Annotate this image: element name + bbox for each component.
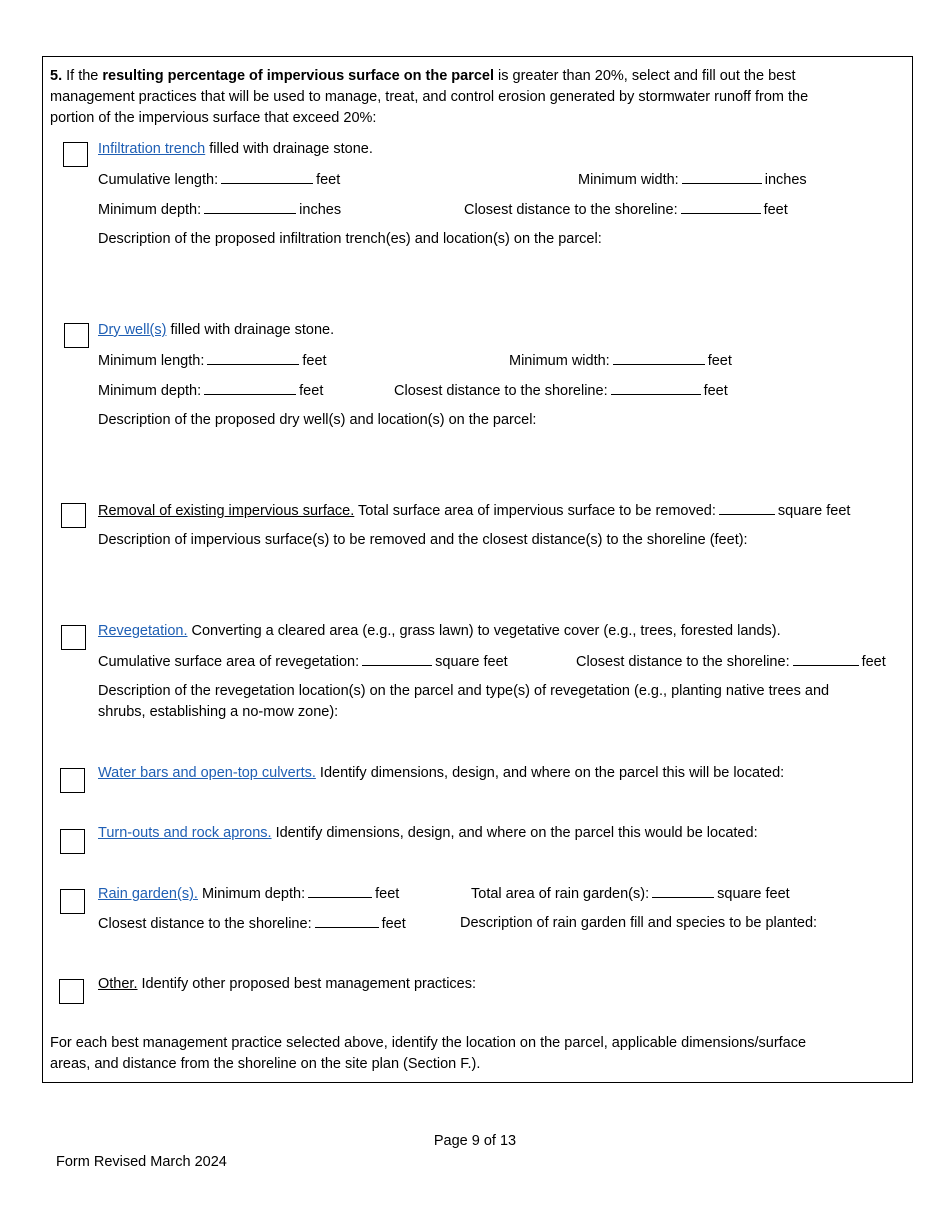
trench-cum-length-field[interactable] — [221, 170, 313, 184]
water-bars-checkbox[interactable] — [60, 768, 85, 793]
infiltration-trench-checkbox[interactable] — [63, 142, 88, 167]
drywell-min-length-field[interactable] — [207, 351, 299, 365]
trench-description-label: Description of the proposed infiltration trench(es) and location(s) on the parcel: — [98, 231, 602, 247]
reveg-area — [98, 652, 508, 671]
reveg-area-field[interactable] — [362, 652, 432, 666]
removal-area-field[interactable] — [719, 501, 775, 515]
rain-garden-depth-field[interactable] — [308, 884, 372, 898]
revegetation-title — [98, 622, 781, 640]
rain-garden-checkbox[interactable] — [60, 889, 85, 914]
turn-outs-link[interactable]: Turn-outs and rock aprons. — [98, 825, 272, 841]
trench-cum-length-unit: feet — [316, 172, 341, 188]
reveg-closest-unit: feet — [861, 654, 886, 670]
rain-garden-closest-field[interactable] — [315, 914, 379, 928]
infiltration-trench-text: filled with drainage stone. — [205, 141, 373, 157]
water-bars-link[interactable]: Water bars and open-top culverts. — [98, 765, 316, 781]
footer-note-line-2: areas, and distance from the shoreline on the site plan (Section F.). — [50, 1056, 481, 1072]
trench-closest-distance — [464, 200, 788, 219]
drywell-min-width-label: Minimum width: — [509, 353, 610, 369]
drywell-minimum-length — [98, 351, 327, 370]
trench-cumulative-length — [98, 170, 340, 189]
other-title — [98, 975, 476, 993]
rain-garden-area-field[interactable] — [652, 884, 714, 898]
removal-impervious-checkbox[interactable] — [61, 503, 86, 528]
dry-well-checkbox[interactable] — [64, 323, 89, 348]
intro-bold-text: resulting percentage of impervious surface on the parcel — [102, 68, 495, 84]
rain-garden-description-label: Description of rain garden fill and species to be planted: — [460, 915, 818, 931]
trench-min-depth-label: Minimum depth: — [98, 202, 202, 218]
rain-garden-title — [98, 884, 399, 903]
infiltration-trench-link[interactable]: Infiltration trench — [98, 141, 206, 157]
trench-closest-field[interactable] — [681, 200, 761, 214]
form-revised-date: Form Revised March 2024 — [56, 1154, 227, 1170]
reveg-closest-distance — [576, 652, 886, 671]
rain-garden-closest-unit: feet — [381, 916, 406, 932]
drywell-min-width-field[interactable] — [613, 351, 705, 365]
revegetation-checkbox[interactable] — [61, 625, 86, 650]
turn-outs-checkbox[interactable] — [60, 829, 85, 854]
rain-garden-closest-label: Closest distance to the shoreline: — [98, 916, 312, 932]
other-text: Identify other proposed best management practices: — [137, 976, 477, 992]
drywell-closest-field[interactable] — [611, 381, 701, 395]
revegetation-text: Converting a cleared area (e.g., grass lawn) to vegetative cover (e.g., trees, forested lands). — [187, 623, 781, 639]
reveg-desc-line-2: shrubs, establishing a no-mow zone): — [98, 704, 339, 720]
water-bars-text: Identify dimensions, design, and where on the parcel this will be located: — [315, 765, 785, 781]
infiltration-trench-title — [98, 140, 373, 158]
trench-cum-length-label: Cumulative length: — [98, 172, 219, 188]
rain-garden-area — [471, 884, 790, 903]
trench-min-width-label: Minimum width: — [578, 172, 679, 188]
dry-well-title — [98, 321, 334, 339]
drywell-closest-distance — [394, 381, 728, 400]
rain-garden-closest — [98, 914, 406, 933]
trench-minimum-depth — [98, 200, 341, 219]
revegetation-link[interactable]: Revegetation. — [98, 623, 188, 639]
removal-title — [98, 501, 850, 520]
removal-title-underlined: Removal of existing impervious surface. — [98, 503, 355, 519]
drywell-closest-label: Closest distance to the shoreline: — [394, 383, 608, 399]
other-title-underlined: Other. — [98, 976, 138, 992]
dry-well-text: filled with drainage stone. — [166, 322, 335, 338]
drywell-minimum-width — [509, 351, 732, 370]
drywell-min-depth-unit: feet — [299, 383, 324, 399]
drywell-description-label: Description of the proposed dry well(s) and location(s) on the parcel: — [98, 412, 537, 428]
reveg-area-label: Cumulative surface area of revegetation: — [98, 654, 360, 670]
rain-garden-area-unit: square feet — [717, 886, 790, 902]
rain-garden-area-label: Total area of rain garden(s): — [471, 886, 650, 902]
turn-outs-title — [98, 824, 758, 842]
removal-description-label: Description of impervious surface(s) to be removed and the closest distance(s) to the shoreline (feet): — [98, 532, 748, 548]
turn-outs-text: Identify dimensions, design, and where on the parcel this would be located: — [271, 825, 758, 841]
reveg-description-label — [98, 681, 913, 723]
section-5-intro — [50, 66, 910, 129]
page-number: Page 9 of 13 — [433, 1133, 517, 1149]
drywell-min-length-unit: feet — [302, 353, 327, 369]
water-bars-title — [98, 764, 784, 782]
question-number: 5. — [50, 68, 63, 84]
drywell-min-depth-field[interactable] — [204, 381, 296, 395]
trench-min-depth-field[interactable] — [204, 200, 296, 214]
trench-min-width-field[interactable] — [682, 170, 762, 184]
trench-closest-label: Closest distance to the shoreline: — [464, 202, 678, 218]
dry-well-link[interactable]: Dry well(s) — [98, 322, 167, 338]
reveg-desc-line-1: Description of the revegetation location(s) on the parcel and type(s) of revegetation (e.g., planting native trees and — [98, 683, 830, 699]
removal-text: Total surface area of impervious surface to be removed: — [354, 503, 716, 519]
rain-garden-depth-label: Minimum depth: — [197, 886, 306, 902]
intro-text: If the — [62, 68, 103, 84]
intro-line-2: management practices that will be used to manage, treat, and control erosion generated by stormwater runoff from the — [50, 89, 809, 105]
intro-line-3: portion of the impervious surface that exceed 20%: — [50, 110, 377, 126]
drywell-min-depth-label: Minimum depth: — [98, 383, 202, 399]
intro-text-end: is greater than 20%, select and fill out the best — [494, 68, 796, 84]
rain-garden-depth-unit: feet — [375, 886, 400, 902]
bmp-footer-note — [50, 1033, 910, 1075]
rain-garden-link[interactable]: Rain garden(s). — [98, 886, 198, 902]
drywell-minimum-depth — [98, 381, 323, 400]
drywell-min-length-label: Minimum length: — [98, 353, 205, 369]
removal-area-unit: square feet — [777, 503, 851, 519]
trench-min-width-unit: inches — [764, 172, 807, 188]
other-checkbox[interactable] — [59, 979, 84, 1004]
trench-closest-unit: feet — [763, 202, 788, 218]
reveg-area-unit: square feet — [435, 654, 508, 670]
drywell-min-width-unit: feet — [707, 353, 732, 369]
footer-note-line-1: For each best management practice selected above, identify the location on the parcel, applicable dimensions/surface — [50, 1035, 807, 1051]
reveg-closest-field[interactable] — [793, 652, 859, 666]
reveg-closest-label: Closest distance to the shoreline: — [576, 654, 790, 670]
drywell-closest-unit: feet — [703, 383, 728, 399]
trench-minimum-width — [578, 170, 807, 189]
trench-min-depth-unit: inches — [299, 202, 342, 218]
